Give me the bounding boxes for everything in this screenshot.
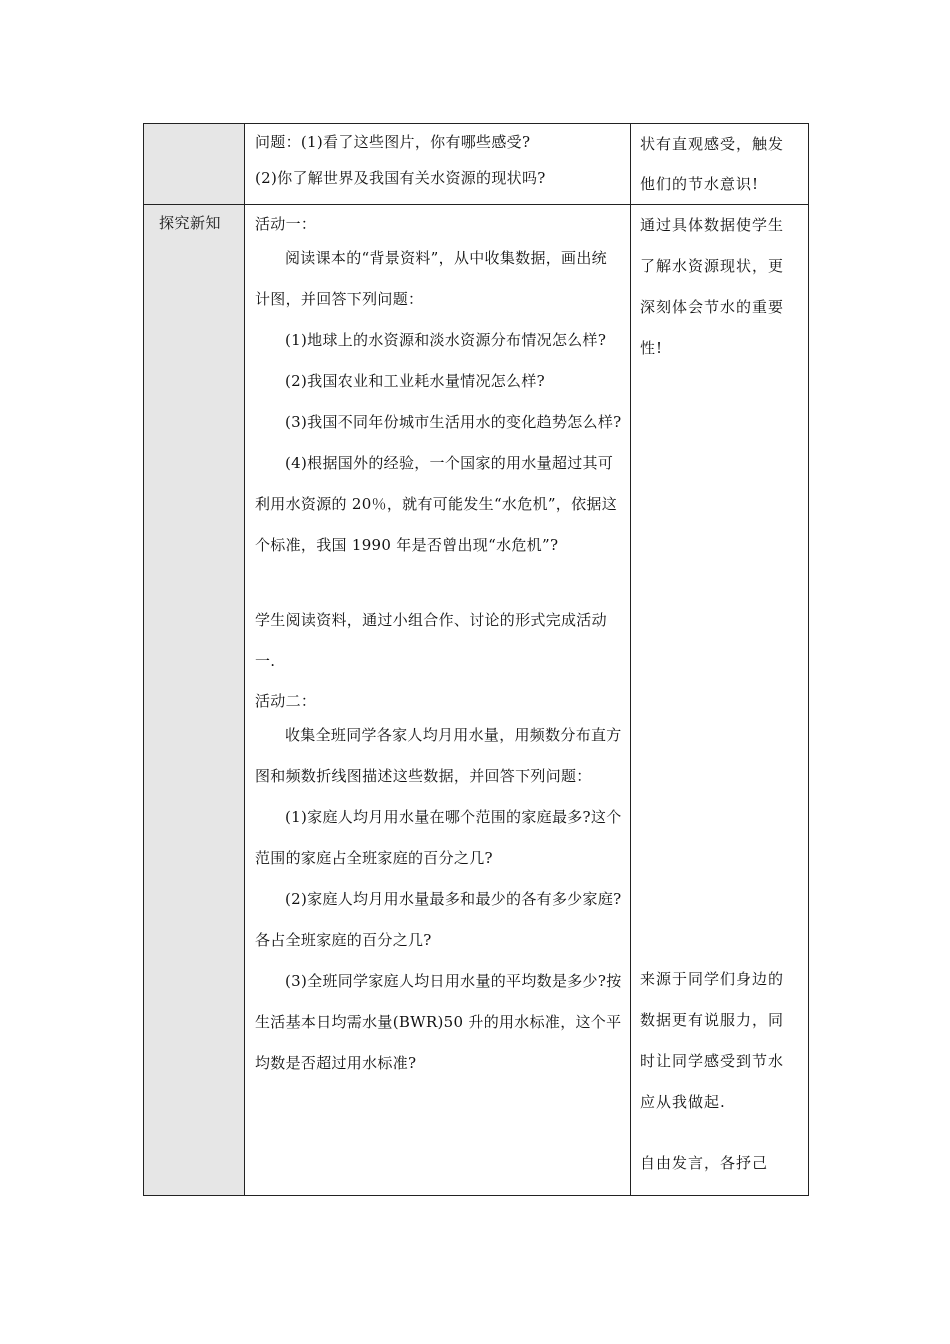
table-row xyxy=(144,205,809,1196)
stage-label-cell xyxy=(144,124,245,205)
activity-title: 活动二： xyxy=(255,692,317,710)
question-item: (2)我国农业和工业耗水量情况怎么样? xyxy=(285,372,545,390)
activity-intro: 收集全班同学各家人均月用水量，用频数分布直方图和频数折线图描述这些数据，并回答下列问题： xyxy=(255,726,622,785)
question-line: 问题：(1)看了这些图片，你有哪些感受? xyxy=(255,133,531,151)
question-item: (1)家庭人均月用水量在哪个范围的家庭最多?这个范围的家庭占全班家庭的百分之几? xyxy=(255,808,622,867)
activity-title: 活动一： xyxy=(255,215,317,233)
note-cell xyxy=(631,124,809,205)
design-note: 来源于同学们身边的数据更有说服力，同时让同学感受到节水应从我做起. xyxy=(640,970,785,1111)
activity-intro: 阅读课本的“背景资料”，从中收集数据，画出统计图，并回答下列问题： xyxy=(255,249,607,308)
content-cell xyxy=(245,124,631,205)
question-item: (3)我国不同年份城市生活用水的变化趋势怎么样? xyxy=(285,413,622,431)
stage-label-cell xyxy=(144,205,245,1196)
note-cell xyxy=(631,205,809,1196)
activity-summary: 学生阅读资料，通过小组合作、讨论的形式完成活动一. xyxy=(255,611,607,670)
stage-label xyxy=(144,124,244,130)
question-item: (2)家庭人均月用水量最多和最少的各有多少家庭?各占全班家庭的百分之几? xyxy=(255,890,622,949)
lesson-plan-table-wrapper xyxy=(143,123,808,1196)
table-row xyxy=(144,124,809,205)
question-item: (3)全班同学家庭人均日用水量的平均数是多少?按生活基本日均需水量(BWR)50 升的用水标准，这个平均数是否超过用水标准? xyxy=(255,972,622,1072)
question-line: (2)你了解世界及我国有关水资源的现状吗? xyxy=(255,169,546,187)
question-item: (1)地球上的水资源和淡水资源分布情况怎么样? xyxy=(285,331,607,349)
design-note: 自由发言，各抒己 xyxy=(640,1154,769,1172)
design-note: 通过具体数据使学生了解水资源现状，更深刻体会节水的重要性! xyxy=(640,216,785,357)
lesson-plan-table xyxy=(143,123,809,1196)
stage-label: 探究新知 xyxy=(159,214,222,232)
design-note: 状有直观感受，触发他们的节水意识! xyxy=(640,135,785,193)
content-cell xyxy=(245,205,631,1196)
question-item: (4)根据国外的经验，一个国家的用水量超过其可利用水资源的 20％，就有可能发生“水危机”，依据这个标准，我国 1990 年是否曾出现“水危机”? xyxy=(255,454,617,554)
